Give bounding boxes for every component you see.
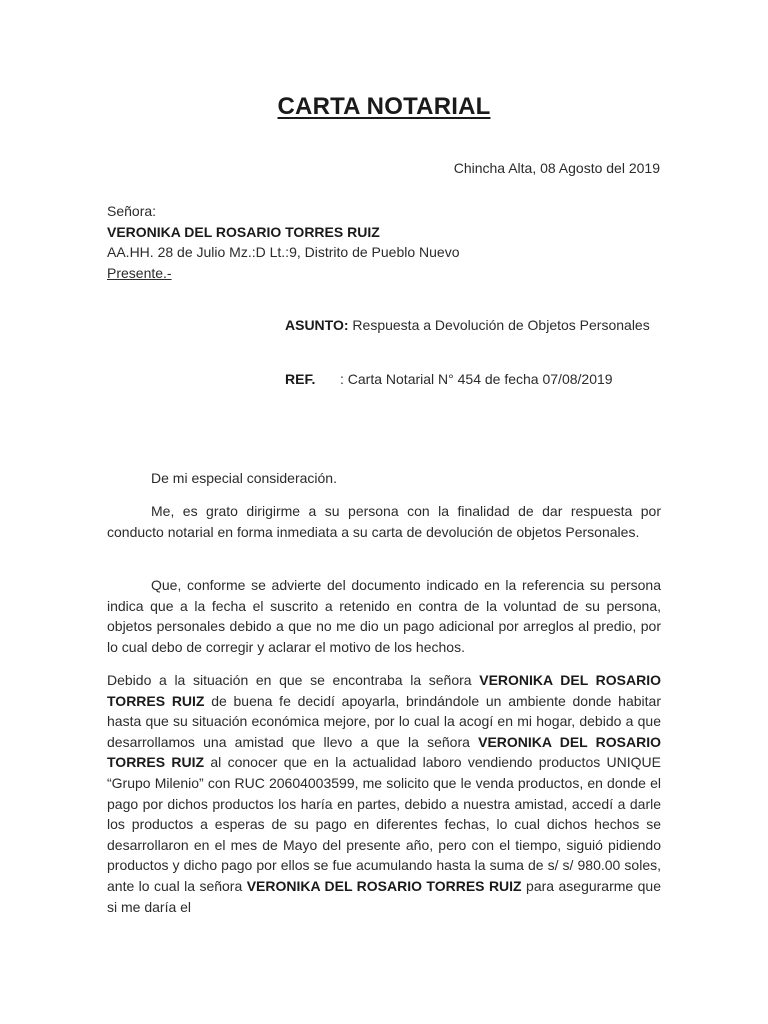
paragraph-3-part-1: Debido a la situación en que se encontraba la señora <box>107 672 480 688</box>
paragraph-3 <box>107 670 661 917</box>
ref-block <box>285 369 661 390</box>
recipient-name: VERONIKA DEL ROSARIO TORRES RUIZ <box>107 223 380 240</box>
recipient-salutation: Señora: <box>107 203 157 219</box>
paragraph-3-part-3: al conocer que en la actualidad laboro vendiendo productos UNIQUE “Grupo Milenio” con RUC 20604003599, me solicito que le venda productos, en donde el pago por dichos productos los haría en partes, debido a nuestra amistad, accedí a darle los productos a esperas de su pago en diferentes fechas, lo cual dichos hechos se desarrollaron en el mes de Mayo del presente año, pero con el tiempo, siguió pidiendo productos y dicho pago por ellos se fue acumulando hasta la suma de s/ s/ 980.00 soles, ante lo cual la señora <box>107 754 661 894</box>
paragraph-1: Me, es grato dirigirme a su persona con la finalidad de dar respuesta por conducto notarial en forma inmediata a su carta de devolución de objetos Personales. <box>107 503 661 540</box>
paragraph-3-part-2: de buena fe decidí apoyarla, brindándole un ambiente donde habitar hasta que su situación económica mejore, por lo cual la acogí en mi hogar, debido a que desarrollamos una amistad que llevo a que la señora <box>107 692 661 750</box>
place-date: Chincha Alta, 08 Agosto del 2019 <box>453 160 660 176</box>
ref-label: REF. <box>285 371 316 387</box>
paragraph-3-name-3: VERONIKA DEL ROSARIO TORRES RUIZ <box>246 877 522 894</box>
recipient-presente: Presente.- <box>107 264 172 281</box>
asunto-label: ASUNTO: <box>285 317 349 333</box>
asunto-text: Respuesta a Devolución de Objetos Personales <box>352 317 650 333</box>
asunto-block <box>285 315 661 336</box>
paragraph-2: Que, conforme se advierte del documento indicado en la referencia su persona indica que a la fecha el suscrito a retenido en contra de la voluntad de su persona, objetos personales debido a que no me dio un pago adicional por arreglos al predio, por lo cual debo de corregir y aclarar el motivo de los hechos. <box>107 577 661 655</box>
paragraph-3-name-2: VERONIKA DEL ROSARIO TORRES RUIZ <box>107 733 661 771</box>
recipient-address: AA.HH. 28 de Julio Mz.:D Lt.:9, Distrito de Pueblo Nuevo <box>107 244 460 260</box>
paragraph-3-name-1: VERONIKA DEL ROSARIO TORRES RUIZ <box>107 672 661 709</box>
ref-text: : Carta Notarial N° 454 de fecha 07/08/2019 <box>340 371 613 387</box>
recipient-block <box>107 201 460 283</box>
paragraph-3-part-4: para asegurarme que si me daría el <box>107 877 661 915</box>
document-title: CARTA NOTARIAL <box>277 93 491 120</box>
greeting: De mi especial consideración. <box>151 470 337 486</box>
